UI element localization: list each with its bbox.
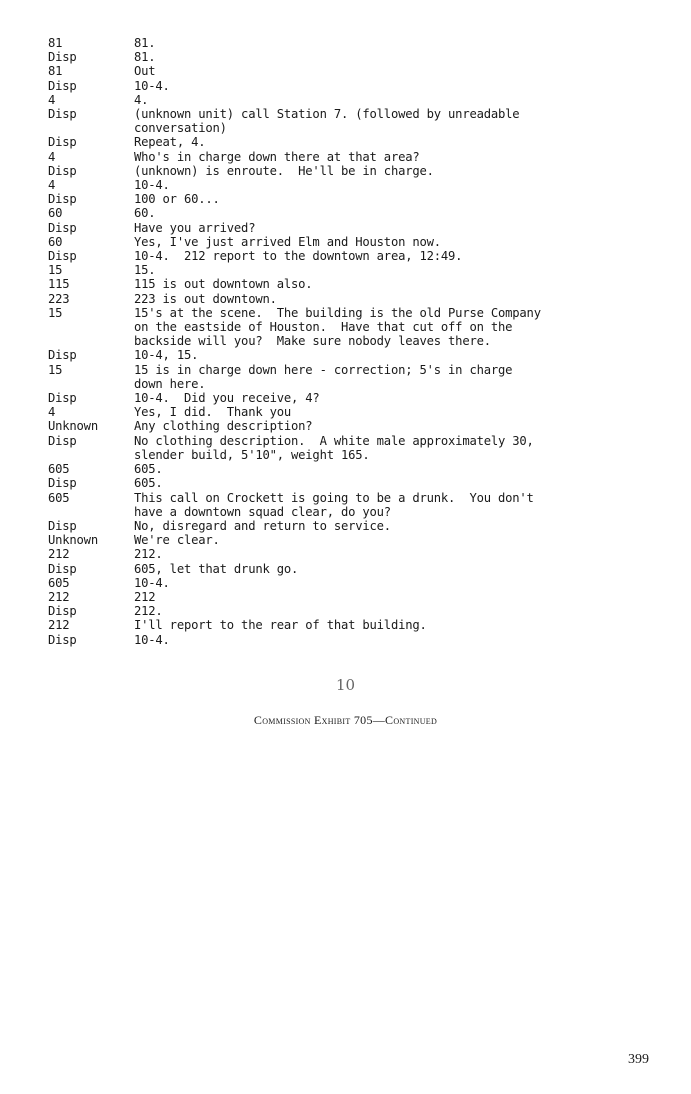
transcript-entry xyxy=(48,391,648,405)
message-text: 605. xyxy=(134,462,163,477)
transcript-entry xyxy=(48,164,648,178)
transcript-page-mark: 10 xyxy=(335,676,356,694)
transcript-entry xyxy=(48,235,648,249)
transcript-entry xyxy=(48,562,648,576)
transcript-entry xyxy=(48,107,648,121)
speaker-label: Disp xyxy=(48,476,77,491)
message-text: Out xyxy=(134,64,156,79)
message-text: Who's in charge down there at that area? xyxy=(134,149,420,164)
message-text: 10-4, 15. xyxy=(134,348,199,363)
transcript-entry xyxy=(48,363,648,377)
speaker-label: Disp xyxy=(48,249,77,264)
transcript-entry xyxy=(48,533,648,547)
message-text: 10-4. xyxy=(134,575,170,590)
message-text: 4. xyxy=(134,92,149,107)
transcript-entry xyxy=(48,178,648,192)
message-text: 212 xyxy=(134,589,156,604)
speaker-label: Disp xyxy=(48,220,77,235)
speaker-label: Disp xyxy=(48,135,77,150)
message-text: No, disregard and return to service. xyxy=(134,518,391,533)
message-text: 100 or 60... xyxy=(134,192,220,207)
transcript-entry xyxy=(48,150,648,164)
transcript-entry-continuation xyxy=(48,121,648,135)
message-text: 15 is in charge down here - correction; 5's in charge xyxy=(134,362,513,377)
message-text: 15's at the scene. The building is the old Purse Company xyxy=(134,305,541,320)
speaker-label: 605 xyxy=(48,490,70,505)
speaker-label: 212 xyxy=(48,589,70,604)
transcript-entry-continuation xyxy=(48,320,648,334)
transcript-entry xyxy=(48,192,648,206)
speaker-label: 4 xyxy=(48,405,56,420)
transcript-entry xyxy=(48,618,648,632)
message-text: have a downtown squad clear, do you? xyxy=(134,504,391,519)
speaker-label: Disp xyxy=(48,107,77,122)
speaker-label: 115 xyxy=(48,277,70,292)
message-text: backside will you? Make sure nobody leaves there. xyxy=(134,334,491,349)
transcript-entry xyxy=(48,263,648,277)
transcript-entry xyxy=(48,292,648,306)
transcript-entry xyxy=(48,491,648,505)
message-text: We're clear. xyxy=(134,533,220,548)
speaker-label: 605 xyxy=(48,462,70,477)
speaker-label: Disp xyxy=(48,78,77,93)
message-text: 10-4. 212 report to the downtown area, 12:49. xyxy=(134,249,463,264)
speaker-label: 4 xyxy=(48,92,56,107)
transcript-entry-continuation xyxy=(48,377,648,391)
transcript-entry xyxy=(48,476,648,490)
message-text: Yes, I've just arrived Elm and Houston now. xyxy=(134,234,441,249)
transcript-entry xyxy=(48,462,648,476)
transcript-entry xyxy=(48,93,648,107)
message-text: 10-4. xyxy=(134,632,170,647)
transcript-entry xyxy=(48,50,648,64)
speaker-label: 81 xyxy=(48,36,63,50)
transcript-entry xyxy=(48,36,648,50)
transcript-entry xyxy=(48,547,648,561)
message-text: down here. xyxy=(134,376,206,391)
speaker-label: Disp xyxy=(48,561,77,576)
speaker-label: Disp xyxy=(48,50,77,65)
transcript-entry xyxy=(48,633,648,647)
message-text: Yes, I did. Thank you xyxy=(134,405,292,420)
message-text: 212. xyxy=(134,604,163,619)
speaker-label: Disp xyxy=(48,348,77,363)
message-text: conversation) xyxy=(134,121,227,136)
transcript-entry xyxy=(48,249,648,263)
message-text: I'll report to the rear of that building. xyxy=(134,618,427,633)
message-text: 60. xyxy=(134,206,156,221)
speaker-label: 15 xyxy=(48,263,63,278)
message-text: 81. xyxy=(134,36,156,50)
speaker-label: 605 xyxy=(48,575,70,590)
speaker-label: 212 xyxy=(48,618,70,633)
transcript-entry-continuation xyxy=(48,334,648,348)
speaker-label: 60 xyxy=(48,234,63,249)
transcript-entry xyxy=(48,419,648,433)
message-text: Any clothing description? xyxy=(134,419,313,434)
transcript-entry xyxy=(48,348,648,362)
transcript-entry xyxy=(48,590,648,604)
message-text: 10-4. Did you receive, 4? xyxy=(134,391,320,406)
transcript-entry xyxy=(48,206,648,220)
exhibit-caption: Commission Exhibit 705—Continued xyxy=(253,713,438,727)
transcript-entry xyxy=(48,405,648,419)
speaker-label: Disp xyxy=(48,192,77,207)
message-text: (unknown unit) call Station 7. (followed by unreadable xyxy=(134,107,520,122)
message-text: 605, let that drunk go. xyxy=(134,561,299,576)
transcript-entry xyxy=(48,79,648,93)
transcript-entry xyxy=(48,604,648,618)
speaker-label: 4 xyxy=(48,178,56,193)
speaker-label: Unknown xyxy=(48,533,98,548)
message-text: No clothing description. A white male approximately 30, xyxy=(134,433,534,448)
message-text: 81. xyxy=(134,50,156,65)
speaker-label: 15 xyxy=(48,305,63,320)
message-text: 223 is out downtown. xyxy=(134,291,277,306)
speaker-label: Disp xyxy=(48,604,77,619)
transcript-entry xyxy=(48,306,648,320)
transcript-entry xyxy=(48,135,648,149)
speaker-label: Unknown xyxy=(48,419,98,434)
message-text: 605. xyxy=(134,476,163,491)
speaker-label: Disp xyxy=(48,518,77,533)
message-text: (unknown) is enroute. He'll be in charge. xyxy=(134,163,434,178)
speaker-label: Disp xyxy=(48,163,77,178)
message-text: on the eastside of Houston. Have that cut off on the xyxy=(134,320,513,335)
speaker-label: 81 xyxy=(48,64,63,79)
speaker-label: 223 xyxy=(48,291,70,306)
message-text: 212. xyxy=(134,547,163,562)
speaker-label: Disp xyxy=(48,391,77,406)
message-text: 115 is out downtown also. xyxy=(134,277,313,292)
radio-transcript xyxy=(48,36,648,647)
transcript-entry-continuation xyxy=(48,448,648,462)
message-text: Have you arrived? xyxy=(134,220,256,235)
transcript-entry xyxy=(48,277,648,291)
message-text: 10-4. xyxy=(134,78,170,93)
transcript-entry xyxy=(48,434,648,448)
speaker-label: 60 xyxy=(48,206,63,221)
message-text: Repeat, 4. xyxy=(134,135,206,150)
speaker-label: Disp xyxy=(48,433,77,448)
transcript-entry xyxy=(48,576,648,590)
transcript-entry xyxy=(48,64,648,78)
speaker-label: 212 xyxy=(48,547,70,562)
message-text: 15. xyxy=(134,263,156,278)
speaker-label: 15 xyxy=(48,362,63,377)
message-text: This call on Crockett is going to be a drunk. You don't xyxy=(134,490,534,505)
speaker-label: 4 xyxy=(48,149,56,164)
transcript-entry xyxy=(48,221,648,235)
speaker-label: Disp xyxy=(48,632,77,647)
transcript-entry xyxy=(48,519,648,533)
message-text: 10-4. xyxy=(134,178,170,193)
transcript-entry-continuation xyxy=(48,505,648,519)
page-number: 399 xyxy=(628,1052,649,1067)
message-text: slender build, 5'10", weight 165. xyxy=(134,447,370,462)
